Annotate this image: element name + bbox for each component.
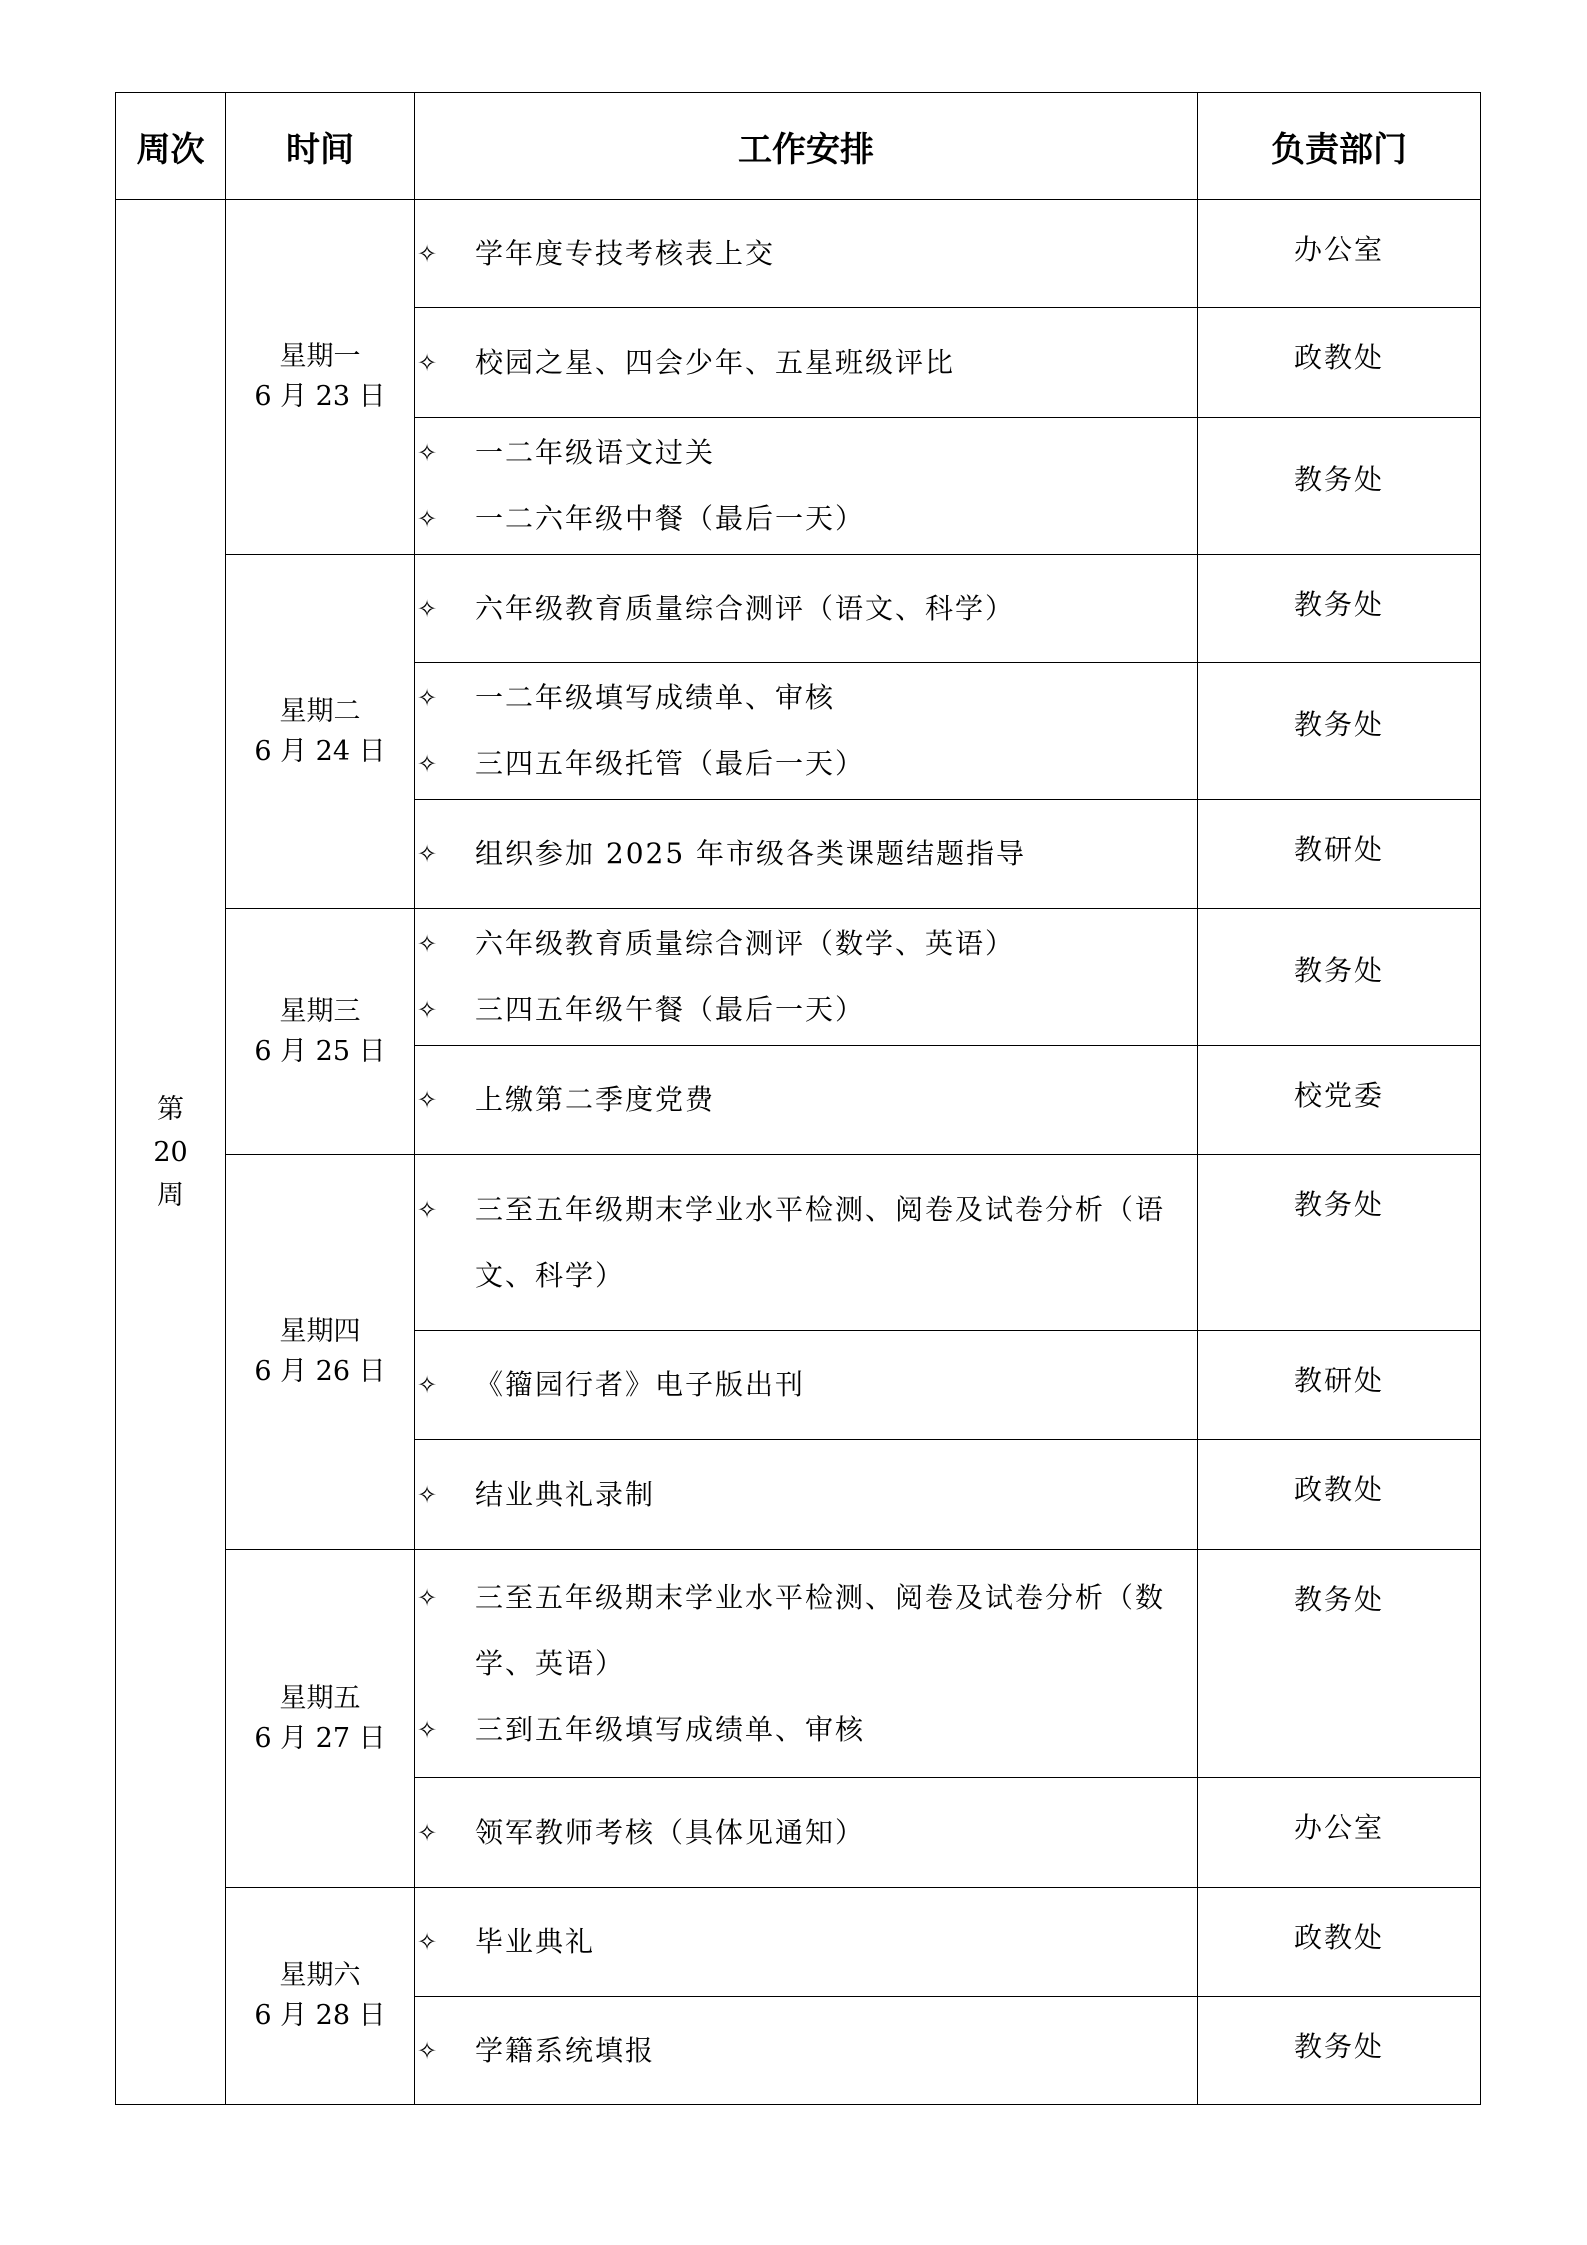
day-date: 6 月 27 日 <box>254 1722 386 1754</box>
diamond-outline-icon: ✧ <box>417 750 440 778</box>
task-item <box>415 1697 1197 1763</box>
weekly-schedule-table <box>115 92 1480 2103</box>
dept-cell <box>1198 1440 1481 1550</box>
week-label-line1: 第 <box>157 1093 184 1125</box>
day-date: 6 月 23 日 <box>254 381 386 412</box>
task-cell <box>415 1440 1198 1550</box>
dept-cell <box>1198 1997 1481 2105</box>
table-row <box>116 1550 1481 1778</box>
task-cell <box>415 1046 1198 1155</box>
task-text: 学籍系统填报 <box>475 2033 656 2067</box>
task-text: 一二六年级中餐（最后一天） <box>475 502 866 535</box>
task-item <box>415 911 1197 977</box>
dept-cell <box>1198 1046 1481 1155</box>
task-item <box>415 486 1197 552</box>
day-weekday: 星期六 <box>279 1960 361 1991</box>
dept-label: 教务处 <box>1293 708 1384 741</box>
dept-cell <box>1198 800 1481 909</box>
day-cell <box>226 909 415 1155</box>
table-row <box>116 1155 1481 1331</box>
task-item <box>415 665 1197 731</box>
dept-cell <box>1198 200 1481 308</box>
dept-label: 政教处 <box>1293 1473 1384 1506</box>
diamond-outline-icon: ✧ <box>417 2036 440 2065</box>
task-text: 领军教师考核（具体见通知） <box>475 1815 866 1849</box>
diamond-outline-icon: ✧ <box>417 840 440 868</box>
diamond-outline-icon: ✧ <box>417 348 440 377</box>
task-text: 三四五年级午餐（最后一天） <box>475 993 866 1026</box>
task-cell <box>415 1550 1198 1778</box>
task-cell <box>415 555 1198 663</box>
dept-cell <box>1198 555 1481 663</box>
day-date: 6 月 24 日 <box>254 735 386 767</box>
task-item <box>415 977 1197 1043</box>
task-cell <box>415 418 1198 555</box>
dept-label: 政教处 <box>1293 341 1384 374</box>
diamond-outline-icon: ✧ <box>417 239 440 268</box>
task-item <box>415 420 1197 486</box>
task-text: 组织参加 2025 年市级各类课题结题指导 <box>475 837 1027 870</box>
diamond-outline-icon: ✧ <box>417 1371 440 1399</box>
task-cell <box>415 1155 1198 1331</box>
task-cell <box>415 663 1198 800</box>
dept-label: 校党委 <box>1293 1079 1384 1112</box>
task-text: 毕业典礼 <box>475 1925 596 1958</box>
header-work: 工作安排 <box>415 93 1198 200</box>
task-cell <box>415 308 1198 418</box>
week-label-line3: 周 <box>157 1179 184 1211</box>
day-weekday: 星期一 <box>279 341 361 372</box>
task-item <box>415 1565 1197 1697</box>
day-cell <box>226 1155 415 1550</box>
week-cell <box>116 200 226 2105</box>
diamond-outline-icon: ✧ <box>417 594 440 623</box>
dept-label: 教研处 <box>1293 1364 1384 1397</box>
dept-label: 教务处 <box>1293 588 1384 621</box>
table-row <box>116 909 1481 1046</box>
task-item <box>415 1352 1197 1418</box>
task-item <box>415 1177 1197 1309</box>
task-cell <box>415 800 1198 909</box>
task-cell <box>415 1331 1198 1440</box>
dept-cell <box>1198 663 1481 800</box>
task-text: 结业典礼录制 <box>475 1477 656 1511</box>
dept-label: 教务处 <box>1293 2030 1384 2063</box>
table-row <box>116 1888 1481 1997</box>
diamond-outline-icon: ✧ <box>417 1480 440 1509</box>
task-cell <box>415 909 1198 1046</box>
task-item <box>415 731 1197 797</box>
dept-label: 教研处 <box>1293 833 1384 866</box>
day-weekday: 星期五 <box>279 1682 361 1714</box>
week-label-line2: 20 <box>153 1136 188 1168</box>
task-text: 上缴第二季度党费 <box>475 1083 716 1116</box>
diamond-outline-icon: ✧ <box>417 1818 440 1847</box>
diamond-outline-icon: ✧ <box>417 996 440 1024</box>
diamond-outline-icon: ✧ <box>417 439 440 467</box>
header-week: 周次 <box>116 93 226 200</box>
task-cell <box>415 200 1198 308</box>
task-text: 一二年级填写成绩单、审核 <box>475 681 836 714</box>
dept-label: 教务处 <box>1293 954 1384 987</box>
dept-cell <box>1198 308 1481 418</box>
table-row <box>116 555 1481 663</box>
diamond-outline-icon: ✧ <box>417 505 440 533</box>
header-row <box>116 93 1481 200</box>
task-item <box>415 1909 1197 1975</box>
header-time: 时间 <box>226 93 415 200</box>
dept-cell <box>1198 1888 1481 1997</box>
task-text: 六年级教育质量综合测评（数学、英语） <box>475 927 1016 960</box>
header-dept: 负责部门 <box>1198 93 1481 200</box>
task-text: 一二年级语文过关 <box>475 436 716 469</box>
day-date: 6 月 26 日 <box>254 1356 386 1387</box>
diamond-outline-icon: ✧ <box>417 684 440 712</box>
table-row <box>116 200 1481 308</box>
task-text: 三至五年级期末学业水平检测、阅卷及试卷分析（数学、英语） <box>475 1580 1166 1680</box>
dept-cell <box>1198 1550 1481 1778</box>
task-text: 学年度专技考核表上交 <box>475 236 776 270</box>
task-item <box>415 1462 1197 1528</box>
task-item <box>415 221 1197 287</box>
task-text: 三至五年级期末学业水平检测、阅卷及试卷分析（语文、科学） <box>475 1192 1166 1292</box>
day-date: 6 月 28 日 <box>254 2000 386 2031</box>
task-item <box>415 576 1197 642</box>
day-cell <box>226 555 415 909</box>
diamond-outline-icon: ✧ <box>417 1715 440 1744</box>
dept-cell <box>1198 1778 1481 1888</box>
task-cell <box>415 1888 1198 1997</box>
dept-cell <box>1198 909 1481 1046</box>
diamond-outline-icon: ✧ <box>417 930 440 958</box>
task-cell <box>415 1997 1198 2105</box>
dept-cell <box>1198 1331 1481 1440</box>
day-cell <box>226 1550 415 1888</box>
dept-cell <box>1198 1155 1481 1331</box>
task-item <box>415 2018 1197 2084</box>
diamond-outline-icon: ✧ <box>417 1086 440 1114</box>
task-text: 《籀园行者》电子版出刊 <box>475 1368 806 1401</box>
dept-label: 办公室 <box>1293 233 1384 266</box>
dept-label: 教务处 <box>1293 1188 1384 1221</box>
dept-label: 办公室 <box>1293 1811 1384 1844</box>
day-cell <box>226 200 415 555</box>
dept-label: 教务处 <box>1293 1583 1384 1616</box>
dept-label: 政教处 <box>1293 1921 1384 1954</box>
day-weekday: 星期四 <box>279 1316 361 1347</box>
task-text: 三四五年级托管（最后一天） <box>475 747 866 780</box>
task-text: 校园之星、四会少年、五星班级评比 <box>475 345 956 379</box>
task-item <box>415 1067 1197 1133</box>
dept-label: 教务处 <box>1293 463 1384 496</box>
diamond-outline-icon: ✧ <box>417 1583 440 1612</box>
task-item <box>415 1800 1197 1866</box>
day-weekday: 星期二 <box>279 695 361 727</box>
day-weekday: 星期三 <box>279 995 361 1027</box>
task-text: 三到五年级填写成绩单、审核 <box>475 1712 866 1746</box>
dept-cell <box>1198 418 1481 555</box>
task-item <box>415 330 1197 396</box>
task-cell <box>415 1778 1198 1888</box>
diamond-outline-icon: ✧ <box>417 1928 440 1956</box>
day-cell <box>226 1888 415 2105</box>
task-item <box>415 821 1197 887</box>
task-text: 六年级教育质量综合测评（语文、科学） <box>475 591 1016 625</box>
day-date: 6 月 25 日 <box>254 1035 386 1067</box>
diamond-outline-icon: ✧ <box>417 1195 440 1224</box>
